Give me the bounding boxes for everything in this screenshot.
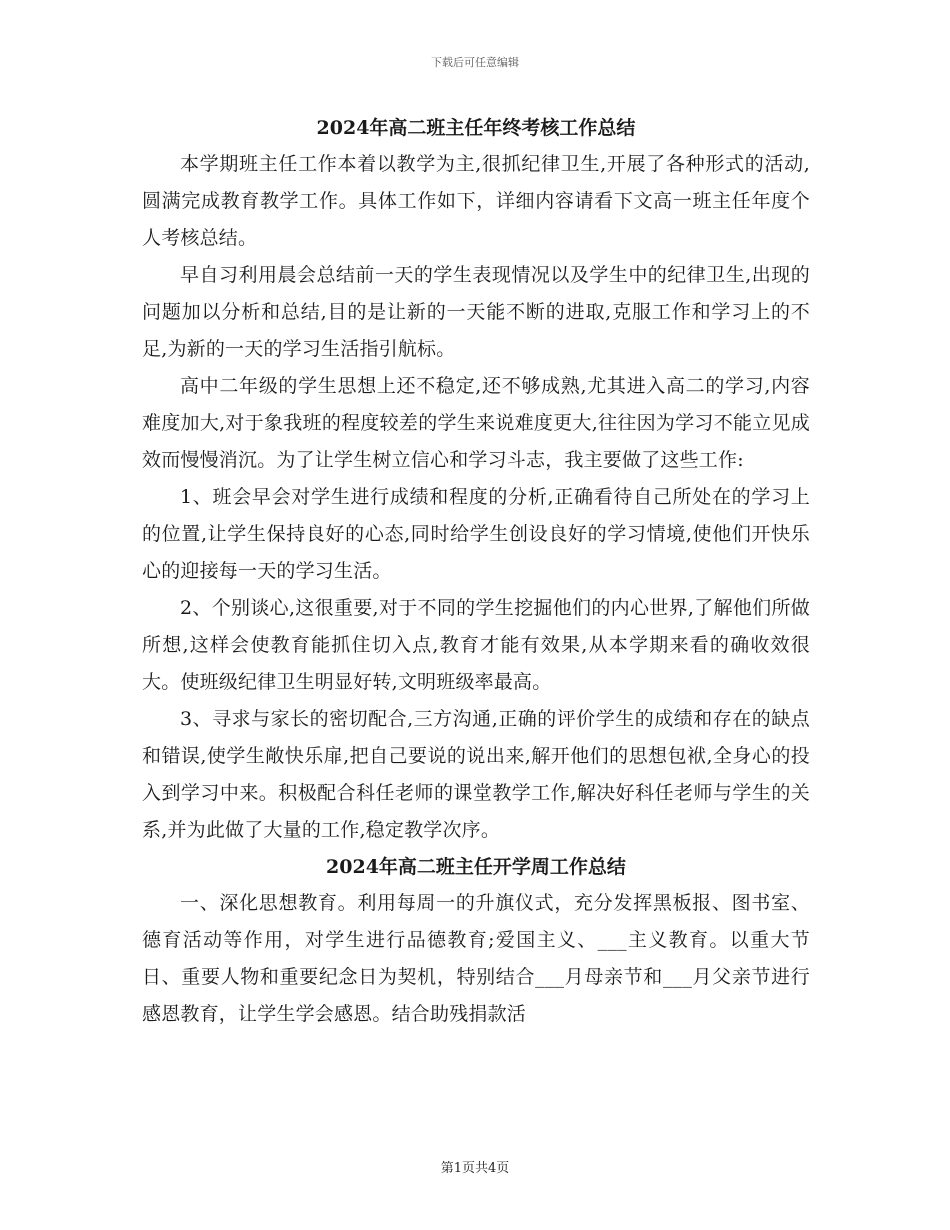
- section-1-paragraph-5: 2、个别谈心,这很重要,对于不同的学生挖掘他们的内心世界,了解他们所做所想,这样会使教育能抓住切入点,教育才能有效果,从本学期来看的确收效很大。使班级纪律卫生明显好转,文明班级率最高。: [142, 597, 810, 693]
- section-1-paragraph-3: 高中二年级的学生思想上还不稳定,还不够成熟,尤其进入高二的学习,内容难度加大,对于象我班的程度较差的学生来说难度更大,往往因为学习不能立见成效而慢慢消沉。为了让学生树立信心和学习斗志，我主要做了这些工作:: [142, 375, 810, 471]
- document-body: [142, 110, 810, 1033]
- section-1-paragraph-4: 1、班会早会对学生进行成绩和程度的分析,正确看待自己所处在的学习上的位置,让学生保持良好的心态,同时给学生创设良好的学习情境,使他们开快乐心的迎接每一天的学习生活。: [142, 486, 810, 582]
- section-1-paragraph-2: 早自习利用晨会总结前一天的学生表现情况以及学生中的纪律卫生,出现的问题加以分析和总结,目的是让新的一天能不断的进取,克服工作和学习上的不足,为新的一天的学习生活指引航标。: [142, 264, 810, 360]
- section-1-paragraph-1: 本学期班主任工作本着以教学为主,很抓纪律卫生,开展了各种形式的活动,圆满完成教育教学工作。具体工作如下，详细内容请看下文高一班主任年度个人考核总结。: [142, 153, 810, 249]
- section-2-title: 2024年高二班主任开学周工作总结: [326, 856, 626, 878]
- section-1-paragraph-6: 3、寻求与家长的密切配合,三方沟通,正确的评价学生的成绩和存在的缺点和错误,使学生敞快乐扉,把自己要说的说出来,解开他们的思想包袱,全身心的投入到学习中来。积极配合科任老师的课堂教学工作,解决好科任老师与学生的关系,并为此做了大量的工作,稳定教学次序。: [142, 708, 810, 841]
- section-2-paragraph-1: 一、深化思想教育。利用每周一的升旗仪式，充分发挥黑板报、图书室、德育活动等作用，对学生进行品德教育;爱国主义、___主义教育。以重大节日、重要人物和重要纪念日为契机，特别结合___月母亲节和___月父亲节进行感恩教育，让学生学会感恩。结合助残捐款活: [142, 892, 810, 1025]
- header-note: 下载后可任意编辑: [431, 56, 519, 69]
- section-1-title: 2024年高二班主任年终考核工作总结: [316, 117, 636, 139]
- page-footer: 第1页共4页: [440, 1161, 510, 1176]
